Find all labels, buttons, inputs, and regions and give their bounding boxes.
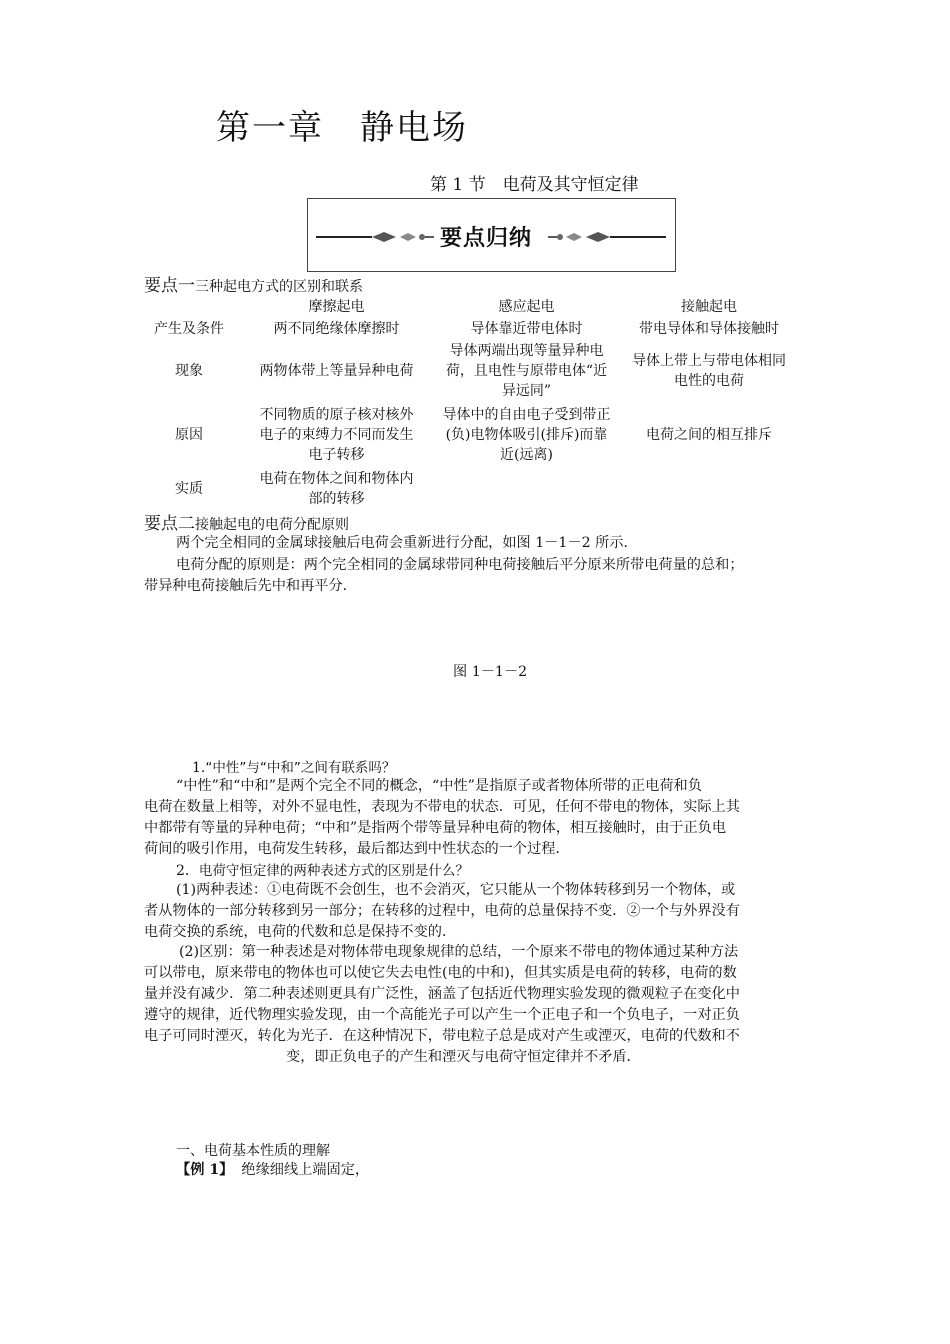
q2-answer-2-line: 可以带电，原来带电的物体也可以使它失去电性(电的中和)，但其实质是电荷的转移，电荷的数 xyxy=(144,965,737,981)
table-cell: 产生及条件 xyxy=(154,321,224,337)
q2-answer-1-line: 者从物体的一部分转移到另一部分；在转移的过程中，电荷的总量保持不变．②一个与外界没有 xyxy=(144,903,740,919)
key-point-2-title: 接触起电的电荷分配原则 xyxy=(195,517,349,533)
table-cell xyxy=(234,402,439,468)
topic-1-heading: 一、电荷基本性质的理解 xyxy=(176,1143,330,1159)
example-1-text: 绝缘细线上端固定， xyxy=(241,1162,370,1178)
table-cell xyxy=(439,340,614,402)
table-cell-text: 电荷之间的相互排斥 xyxy=(646,427,772,443)
table-cell: 现象 xyxy=(175,363,203,379)
question-1 xyxy=(192,756,395,776)
key-point-1-title: 三种起电方式的区别和联系 xyxy=(195,279,363,295)
table-cell-text: 两物体带上等量异种电荷 xyxy=(259,363,414,379)
q1-answer-line: 中都带有等量的异种电荷；“中和”是指两个带等量异种电荷的物体，相互接触时，由于正负电 xyxy=(144,820,727,836)
table-cell-text: 导体中的自由电子受到带正(负)电物体吸引(排斥)而靠近(远离) xyxy=(442,407,611,463)
q2-answer-1-line: 电荷交换的系统，电荷的代数和总是保持不变的． xyxy=(144,924,457,940)
q2-answer-2-line: 变，即正负电子的产生和湮灭与电荷守恒定律并不矛盾． xyxy=(286,1049,641,1065)
table-row xyxy=(144,318,804,340)
table-cell xyxy=(439,468,614,510)
table-cell: 导体靠近带电体时 xyxy=(470,321,583,337)
section-title-text: 第 1 节 电荷及其守恒定律 xyxy=(430,175,639,195)
table-cell: 带电导体和导体接触时 xyxy=(639,321,779,337)
kp2-paragraph-2-line-1: 电荷分配的原则是：两个完全相同的金属球带同种电荷接触后平分原来所带电荷量的总和； xyxy=(176,557,744,573)
table-cell: 原因 xyxy=(175,427,203,443)
table-header-cell: 摩擦起电 xyxy=(308,299,365,315)
table-cell: 实质 xyxy=(175,481,203,497)
figure-caption: 图 1－1－2 xyxy=(453,664,528,680)
key-point-2-prefix: 要点二 xyxy=(144,514,195,534)
q1-answer-line: “中性”和“中和”是两个完全不同的概念，“中性”是指原子或者物体所带的正电荷和负 xyxy=(176,778,702,794)
question-1-number: 1. xyxy=(192,760,206,776)
kp2-paragraph-2-line-2: 带异种电荷接触后先中和再平分． xyxy=(144,578,357,594)
table-header-cell: 感应起电 xyxy=(498,299,555,315)
q1-answer-line: 电荷在数量上相等，对外不显电性，表现为不带电的状态．可见，任何不带电的物体，实际上其 xyxy=(144,799,740,815)
table-cell xyxy=(234,468,439,510)
q1-answer-line: 荷间的吸引作用，电荷发生转移，最后都达到中性状态的一个过程． xyxy=(144,841,570,857)
table-cell xyxy=(234,340,439,402)
example-1 xyxy=(176,1160,369,1181)
table-row xyxy=(144,468,804,510)
key-points-banner xyxy=(307,198,676,272)
q2-answer-1-line: (1)两种表述：①电荷既不会创生，也不会消灭，它只能从一个物体转移到另一个物体，或 xyxy=(176,882,736,898)
table-cell-text: 导体两端出现等量异种电荷，且电性与原带电体“近异远同” xyxy=(445,343,608,399)
key-point-1-heading xyxy=(144,271,363,296)
question-2-number: 2． xyxy=(176,863,199,879)
table-cell: 两不同绝缘体摩擦时 xyxy=(273,321,400,337)
question-2 xyxy=(176,859,469,880)
table-header-cell xyxy=(144,296,234,318)
chapter-title: 第一章 静电场 xyxy=(216,108,468,148)
question-2-text: 电荷守恒定律的两种表述方式的区别是什么？ xyxy=(198,863,469,879)
table-row xyxy=(144,402,804,468)
table-cell-text: 电荷在物体之间和物体内部的转移 xyxy=(259,471,414,507)
banner-left-line xyxy=(316,236,372,238)
table-cell xyxy=(614,340,804,402)
diamond-ornament-left-icon xyxy=(370,229,434,245)
table-cell-text: 导体上带上与带电体相同电性的电荷 xyxy=(632,353,786,389)
table-cell-text: 不同物质的原子核对核外电子的束缚力不同而发生电子转移 xyxy=(259,407,414,463)
question-1-text: “中性”与“中和”之间有联系吗？ xyxy=(205,760,396,776)
q2-answer-2-line: 量并没有减少．第二种表述则更具有广泛性，涵盖了包括近代物理实验发现的微观粒子在变化中 xyxy=(144,986,740,1002)
table-header-row xyxy=(144,296,804,318)
comparison-table xyxy=(144,296,804,510)
q2-answer-2-line: 遵守的规律，近代物理实验发现，由一个高能光子可以产生一个正电子和一个负电子，一对正负 xyxy=(144,1007,740,1023)
example-1-label: 【例 1】 xyxy=(176,1162,234,1178)
kp2-paragraph-1: 两个完全相同的金属球接触后电荷会重新进行分配，如图 1－1－2 所示． xyxy=(176,535,638,551)
table-row xyxy=(144,340,804,402)
key-point-2-heading xyxy=(144,509,349,534)
diamond-ornament-right-icon xyxy=(548,229,612,245)
q2-answer-2-line: 电子可同时湮灭，转化为光子．在这种情况下，带电粒子总是成对产生或湮灭，电荷的代数和不 xyxy=(144,1028,740,1044)
key-point-1-prefix: 要点一 xyxy=(144,276,195,296)
table-cell xyxy=(439,402,614,468)
section-title xyxy=(430,170,639,195)
q2-answer-2-line: (2)区别：第一种表述是对物体带电现象规律的总结，一个原来不带电的物体通过某种方法 xyxy=(179,944,739,960)
table-header-cell: 接触起电 xyxy=(681,299,737,315)
table-cell xyxy=(614,468,804,510)
table-cell xyxy=(614,402,804,468)
banner-label: 要点归纳 xyxy=(440,226,533,251)
banner-right-line xyxy=(610,236,666,238)
